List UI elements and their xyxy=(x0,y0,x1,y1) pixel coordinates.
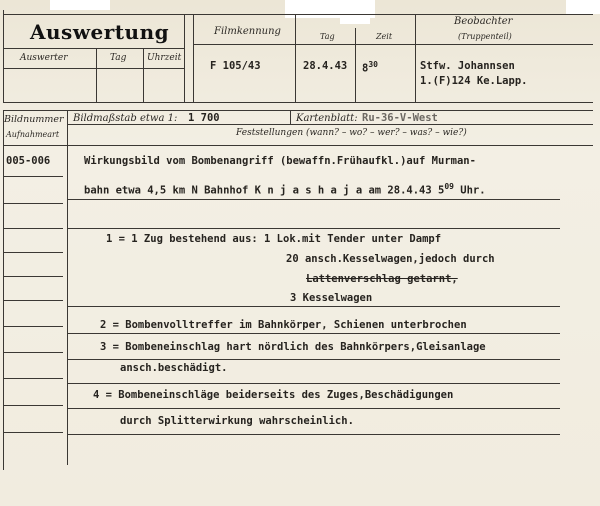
header-line-bottom xyxy=(3,102,593,103)
body-line-6 xyxy=(3,252,63,253)
bildnummer-column-divider xyxy=(67,110,68,465)
header-subline-right xyxy=(415,44,593,45)
bildnummer-label: Bildnummer xyxy=(4,114,64,125)
time-minutes: 30 xyxy=(368,60,378,69)
body-line-3 xyxy=(3,203,63,204)
filmkennung-value: F 105/43 xyxy=(210,60,261,72)
header-subline-left2 xyxy=(3,68,184,69)
bildmassstab-label: Bildmaßstab etwa 1: xyxy=(73,113,178,124)
body-line-15 xyxy=(67,383,560,384)
frame-left-lower xyxy=(3,110,4,470)
body-line-4 xyxy=(3,228,63,229)
divider-beobachter-left xyxy=(415,14,416,102)
body-line-19 xyxy=(67,434,560,435)
torn-area-top-2 xyxy=(340,10,370,24)
finding-1-line-b: 20 ansch.Kesselwagen,jedoch durch xyxy=(286,253,495,265)
document-title: Auswertung xyxy=(30,20,170,44)
beobachter-name: Stfw. Johannsen xyxy=(420,60,515,72)
finding-3-line-a: 3 = Bombeneinschlag hart nördlich des Bahnkörpers,Gleisanlage xyxy=(100,341,486,353)
body-line-1 xyxy=(3,176,63,177)
report-line-2-minutes: 09 xyxy=(444,182,454,191)
beobachter-unit: 1.(F)124 Ke.Lapp. xyxy=(420,75,528,87)
zeit-label: Zeit xyxy=(376,32,393,41)
finding-2: 2 = Bombenvolltreffer im Bahnkörper, Schienen unterbrochen xyxy=(100,319,467,331)
frame-left xyxy=(3,10,4,102)
header-subline-left xyxy=(3,48,184,49)
body-line-12 xyxy=(3,352,63,353)
kartenblatt-divider xyxy=(290,110,291,124)
torn-corner-topleft xyxy=(50,0,110,10)
body-line-18 xyxy=(3,432,63,433)
finding-3-line-b: ansch.beschädigt. xyxy=(120,362,228,374)
time-value xyxy=(362,60,378,75)
feststellungen-label: Feststellungen (wann? – wo? – wer? – was? – wie?) xyxy=(236,128,467,138)
report-line-2 xyxy=(84,182,486,197)
body-line-2 xyxy=(67,199,560,200)
body-line-8 xyxy=(3,300,63,301)
truppenteil-label: (Truppenteil) xyxy=(458,32,512,41)
divider-tag-zeit xyxy=(355,28,356,102)
info-line-bottom xyxy=(3,145,593,146)
body-line-9 xyxy=(67,306,560,307)
body-line-5 xyxy=(67,228,560,229)
aufnahmeart-label: Aufnahmeart xyxy=(6,130,60,139)
header-subline-mid xyxy=(193,44,415,45)
auswerter-label: Auswerter xyxy=(20,53,68,63)
date-value: 28.4.43 xyxy=(303,60,348,72)
body-line-11 xyxy=(67,333,560,334)
tag-column-label: Tag xyxy=(320,32,335,41)
body-line-7 xyxy=(3,276,63,277)
divider-filmkennung-right xyxy=(295,14,296,102)
torn-corner-topright xyxy=(566,0,600,14)
finding-4-line-a: 4 = Bombeneinschläge beiderseits des Zuges,Beschädigungen xyxy=(93,389,454,401)
body-line-10 xyxy=(3,326,63,327)
divider-auswertung-right xyxy=(184,14,185,102)
beobachter-label: Beobachter xyxy=(454,16,513,27)
kartenblatt-label: Kartenblatt: xyxy=(296,113,358,124)
body-line-17 xyxy=(67,408,560,409)
uhrzeit-label: Uhrzeit xyxy=(147,53,182,63)
report-line-1: Wirkungsbild vom Bombenangriff (bewaffn.Frühaufkl.)auf Murman- xyxy=(84,155,476,167)
divider-filmkennung-left xyxy=(193,14,194,102)
header-line-top xyxy=(3,14,593,15)
finding-1-line-d: 3 Kesselwagen xyxy=(290,292,373,304)
body-line-13 xyxy=(67,359,560,360)
bildnummer-value: 005-006 xyxy=(6,155,51,167)
bildmassstab-value: 1 700 xyxy=(188,112,220,124)
info-line-mid xyxy=(67,124,593,125)
report-line-2-text: bahn etwa 4,5 km N Bahnhof K n j a s h a j a am 28.4.43 5 xyxy=(84,184,445,197)
kartenblatt-value: Ru-36-V-West xyxy=(362,112,438,124)
body-line-14 xyxy=(3,378,63,379)
filmkennung-label: Filmkennung xyxy=(214,26,281,37)
finding-1-line-c: Lattenverschlag getarnt, xyxy=(306,273,458,285)
info-line-top xyxy=(3,110,593,111)
finding-4-line-b: durch Splitterwirkung wahrscheinlich. xyxy=(120,415,354,427)
time-hour: 8 xyxy=(362,62,369,75)
finding-1-line-a: 1 = 1 Zug bestehend aus: 1 Lok.mit Tender unter Dampf xyxy=(106,233,442,245)
report-line-2-end: Uhr. xyxy=(453,184,486,197)
divider-tag-uhrzeit xyxy=(143,48,144,102)
tag-label: Tag xyxy=(110,53,127,63)
body-line-16 xyxy=(3,405,63,406)
divider-auswerter-tag xyxy=(96,48,97,102)
